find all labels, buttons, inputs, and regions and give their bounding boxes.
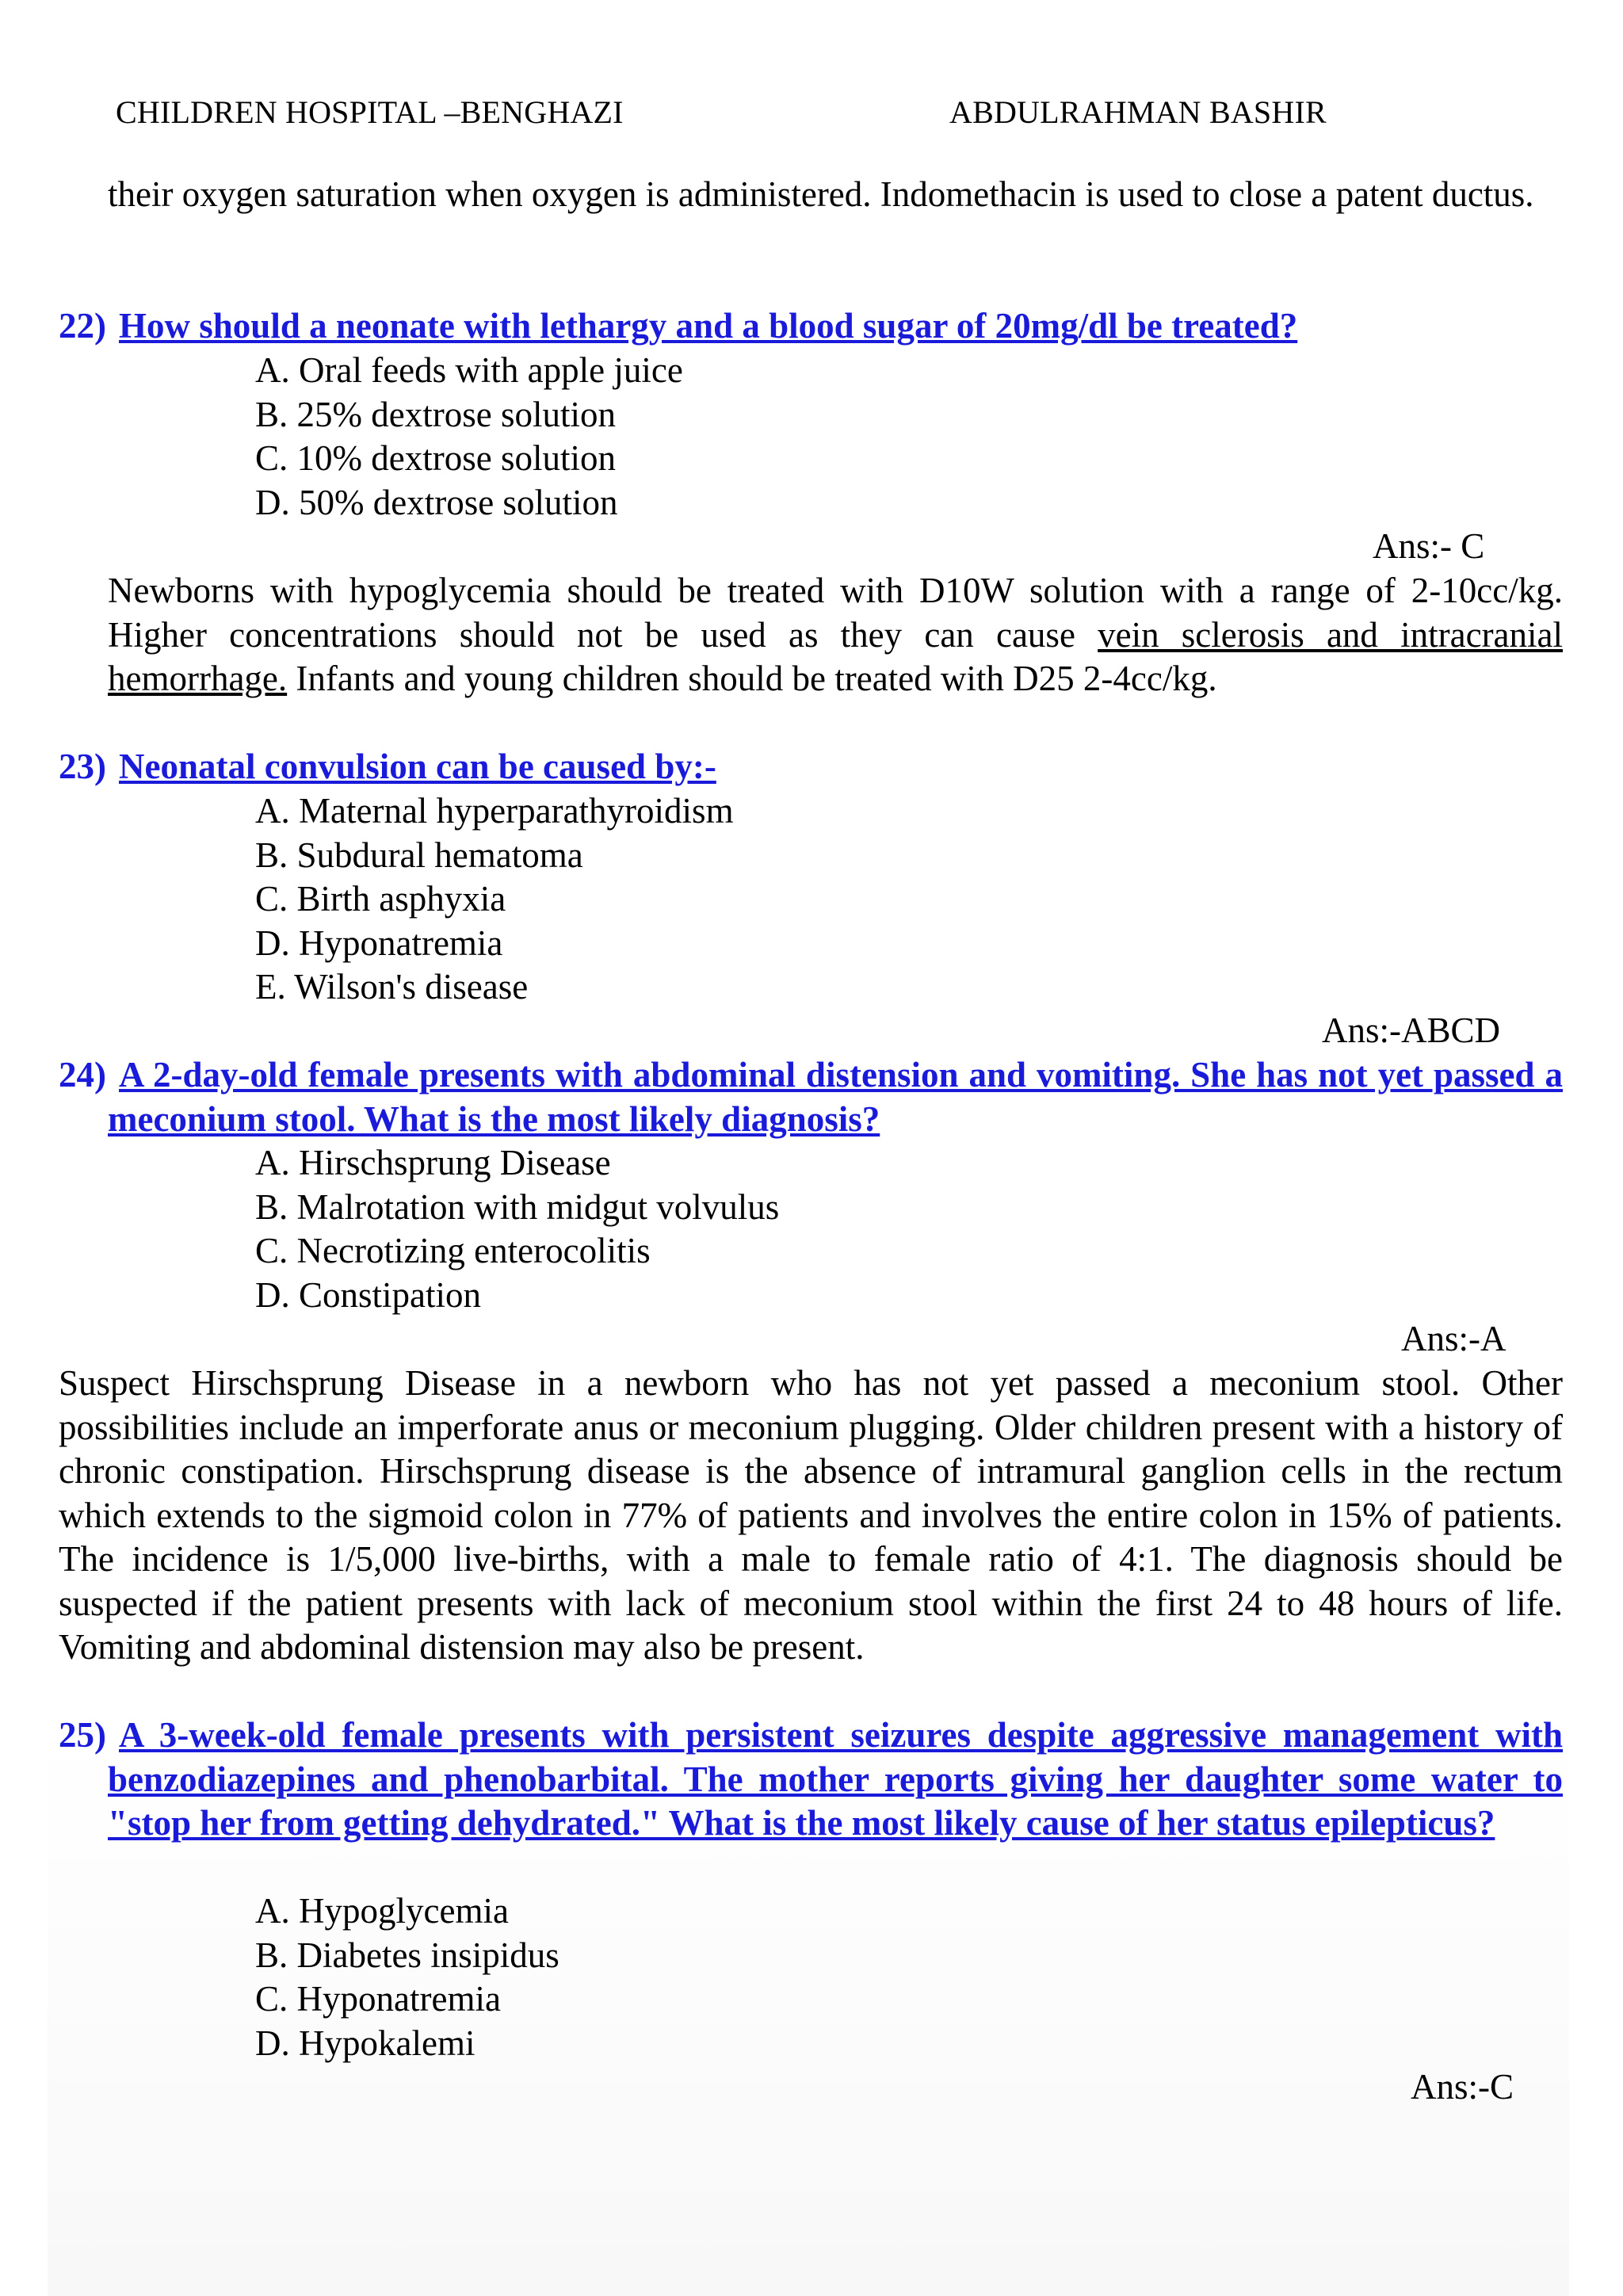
options-list-25 <box>255 1889 559 2065</box>
explanation-text: Infants and young children should be treated with D25 2-4cc/kg. <box>287 659 1217 698</box>
question-number: 25) <box>59 1715 106 1755</box>
option-c: C. 10% dextrose solution <box>255 438 616 478</box>
option-b: B. Malrotation with midgut volvulus <box>255 1186 780 1227</box>
option-a: A. Maternal hyperparathyroidism <box>255 791 734 831</box>
question-22 <box>59 304 1563 349</box>
option-b: B. Diabetes insipidus <box>255 1935 559 1975</box>
question-text: How should a neonate with lethargy and a blood sugar of 20mg/dl be treated? <box>119 306 1298 346</box>
option-c: C. Necrotizing enterocolitis <box>255 1231 651 1270</box>
header-author-name: ABDULRAHMAN BASHIR <box>949 94 1327 130</box>
option-c: C. Birth asphyxia <box>255 879 506 919</box>
option-a: A. Hypoglycemia <box>255 1891 509 1931</box>
answer-22: Ans:- C <box>1373 526 1485 566</box>
question-24 <box>59 1053 1563 1141</box>
option-a: A. Oral feeds with apple juice <box>255 350 683 390</box>
option-e: E. Wilson's disease <box>255 967 529 1007</box>
options-list-24 <box>255 1141 779 1317</box>
option-d: D. Hypokalemi <box>255 2023 475 2063</box>
explanation-underlined: vein sclerosis and intracranial hemorrhage. <box>108 614 1564 698</box>
options-list-23 <box>255 789 734 1010</box>
answer-25: Ans:-C <box>1411 2067 1514 2107</box>
header-hospital-name: CHILDREN HOSPITAL –BENGHAZI <box>116 94 624 130</box>
option-d: D. Constipation <box>255 1274 482 1315</box>
option-a: A. Hirschsprung Disease <box>255 1143 611 1182</box>
answer-24: Ans:-A <box>1401 1319 1507 1358</box>
explanation-24: Suspect Hirschsprung Disease in a newborn who has not yet passed a meconium stool. Other possibilities include an imperforate anus or meconium plugging. Older children present with a history of chronic constipation. Hirschsprung disease is the absence of intramural ganglion cells in the rectum which extends to the sigmoid colon in 77% of patients and involves the entire colon in 15% of patients. The incidence is 1/5,000 live-births, with a male to female ratio of 4:1. The diagnosis should be suspected if the patient presents with lack of meconium stool within the first 24 to 48 hours of life. Vomiting and abdominal distension may also be present. <box>59 1363 1563 1667</box>
explanation-text: Newborns with hypoglycemia should be treated with D10W solution with a range of 2-10cc/kg. Higher concentrations should not be used as they can cause <box>108 571 1563 655</box>
explanation-22 <box>108 569 1563 701</box>
option-d: D. Hyponatremia <box>255 923 503 963</box>
option-d: D. 50% dextrose solution <box>255 482 618 522</box>
option-b: B. Subdural hematoma <box>255 835 583 875</box>
option-b: B. 25% dextrose solution <box>255 394 616 434</box>
question-number: 23) <box>59 747 106 786</box>
question-text: A 3-week-old female presents with persistent seizures despite aggressive management with benzodiazepines and phenobarbital. The mother reports giving her daughter some water to "stop her from getting dehydrated." What is the most likely cause of her status epilepticus? <box>108 1715 1563 1843</box>
question-text: A 2-day-old female presents with abdominal distension and vomiting. She has not yet passed a meconium stool. What is the most likely diagnosis? <box>108 1055 1563 1139</box>
option-c: C. Hyponatremia <box>255 1979 501 2019</box>
question-25 <box>59 1713 1563 1846</box>
question-number: 24) <box>59 1055 106 1095</box>
question-23 <box>59 745 1563 789</box>
question-number: 22) <box>59 306 106 346</box>
intro-paragraph: their oxygen saturation when oxygen is administered. Indomethacin is used to close a patent ductus. <box>108 174 1534 214</box>
question-text: Neonatal convulsion can be caused by:- <box>119 747 716 786</box>
answer-23: Ans:-ABCD <box>1322 1010 1501 1050</box>
options-list-22 <box>255 349 683 525</box>
